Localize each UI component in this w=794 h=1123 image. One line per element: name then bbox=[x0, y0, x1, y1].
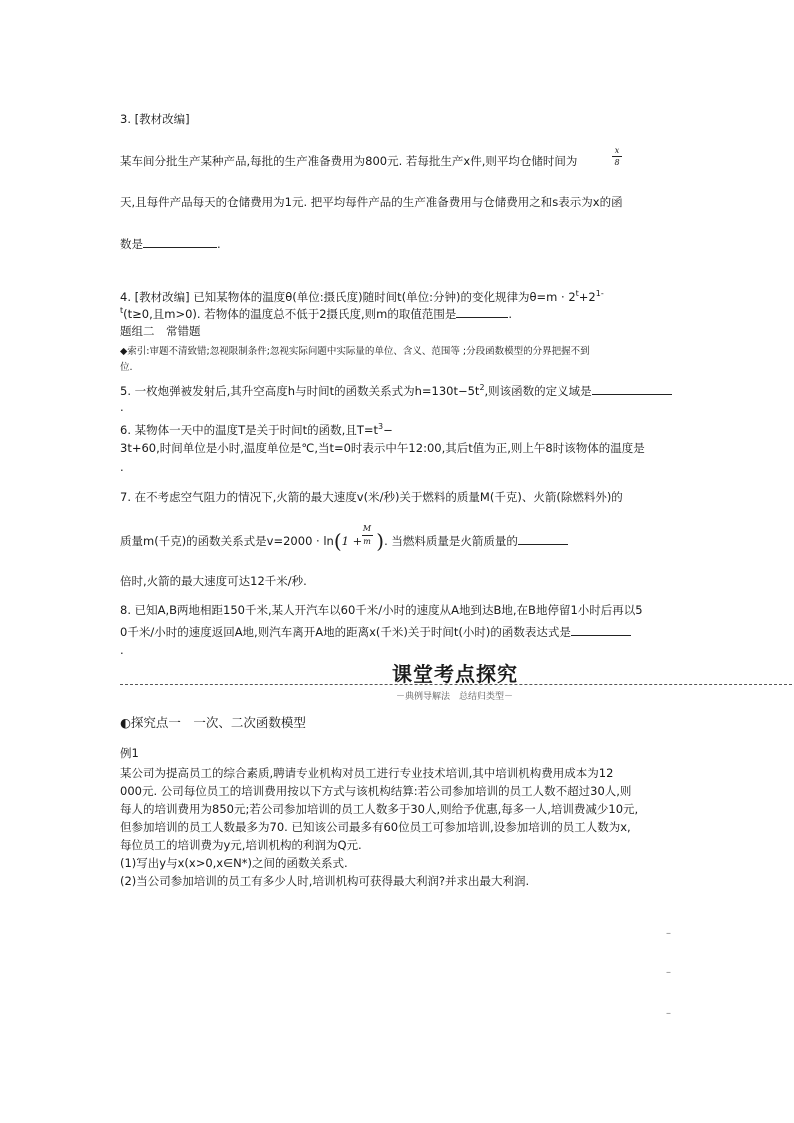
fraction-numerator: x bbox=[614, 146, 620, 155]
problem-6-text: 6. 某物体一天中的温度T是关于时间t的函数,且T=t bbox=[120, 422, 378, 437]
problem-7-line-2 bbox=[120, 529, 568, 553]
answer-blank bbox=[518, 533, 568, 545]
problem-4-line-1 bbox=[120, 287, 604, 304]
example-1-line: 但参加培训的员工人数最多为70. 已知该公司最多有60位员工可参加培训,设参加培训的员工人数为x, bbox=[120, 820, 631, 834]
one-plus: 1 + bbox=[341, 534, 363, 548]
example-1-line: 每位员工的培训费为y元,培训机构的利润为Q元. bbox=[120, 838, 362, 852]
problem-5-tail: ,则该函数的定义域是 bbox=[484, 383, 592, 398]
answer-blank bbox=[456, 306, 508, 318]
example-1-line: 000元. 公司每位员工的培训费用按以下方式与该机构结算:若公司参加培训的员工人数不超过30人,则 bbox=[120, 784, 632, 798]
error-index-line-2: 位. bbox=[120, 362, 133, 373]
problem-7-line-1: 7. 在不考虑空气阻力的情况下,火箭的最大速度v(米/秒)关于燃料的质量M(千克)、火箭(除燃料外)的 bbox=[120, 490, 623, 504]
answer-blank bbox=[592, 383, 672, 395]
problem-4-text: 4. [教材改编] 已知某物体的温度θ(单位:摄氏度)随时间t(单位:分钟)的变化规律为θ=m · 2 bbox=[120, 289, 576, 304]
problem-5 bbox=[120, 381, 672, 398]
problem-8-end: . bbox=[120, 643, 124, 657]
example-1-line: 每人的培训费用为850元;若公司参加培训的员工人数多于30人,则给予优惠,每多一人,培训费减少10元, bbox=[120, 802, 639, 816]
margin-mark: – bbox=[666, 928, 671, 939]
section-subtitle: －典例导解法 总结归类型－ bbox=[396, 692, 514, 702]
minus-sign: − bbox=[383, 422, 393, 437]
problem-3-line-2: 天,且每件产品每天的仓储费用为1元. 把平均每件产品的生产准备费用与仓储费用之和s表示为x的函 bbox=[120, 195, 623, 209]
problem-3-line-1: 某车间分批生产某种产品,每批的生产准备费用为800元. 若每批生产x件,则平均仓储时间为 bbox=[120, 154, 578, 168]
period: . bbox=[217, 237, 221, 251]
superscript: t bbox=[575, 289, 579, 298]
section-divider bbox=[120, 684, 792, 685]
problem-4-mid: +2 bbox=[578, 289, 596, 304]
margin-mark: – bbox=[666, 967, 671, 978]
fraction-bar bbox=[612, 156, 622, 157]
fraction-denominator: 8 bbox=[614, 158, 620, 167]
problem-6-line-2: 3t+60,时间单位是小时,温度单位是℃,当t=0时表示中午12:00,其后t值为正,则上午8时该物体的温度是 bbox=[120, 441, 645, 455]
problem-7-text: 质量m(千克)的函数关系式是v=2000 · ln bbox=[120, 534, 334, 548]
section-title: 课堂考点探究 bbox=[392, 662, 518, 686]
problem-3-line-3 bbox=[120, 236, 221, 251]
problem-3-label: 3. [教材改编] bbox=[120, 112, 190, 126]
problem-4-line-2 bbox=[120, 304, 512, 321]
problem-8-line-1: 8. 已知A,B两地相距150千米,某人开汽车以60千米/小时的速度从A地到达B地,在B地停留1小时后再以5 bbox=[120, 603, 643, 617]
example-1-question-2: (2)当公司参加培训的员工有多少人时,培训机构可获得最大利润?并求出最大利润. bbox=[120, 874, 530, 888]
problem-4-text-2: (t≥0,且m>0). 若物体的温度总不低于2摄氏度,则m的取值范围是 bbox=[123, 306, 457, 321]
problem-5-text: 5. 一枚炮弹被发射后,其升空高度h与时间t的函数关系式为h=130t−5t bbox=[120, 383, 480, 398]
problem-8-text: 0千米/小时的速度返回A地,则汽车离开A地的距离x(千米)关于时间t(小时)的函数表达式是 bbox=[120, 625, 571, 639]
example-1-line: 某公司为提高员工的综合素质,聘请专业机构对员工进行专业技术培训,其中培训机构费用成本为12 bbox=[120, 766, 614, 780]
period: . bbox=[508, 306, 513, 321]
problem-8-line-2 bbox=[120, 624, 631, 639]
left-paren: ( bbox=[333, 529, 342, 553]
problem-6-end: . bbox=[120, 460, 124, 474]
example-1-label: 例1 bbox=[120, 746, 139, 760]
superscript: 2 bbox=[479, 383, 485, 392]
fraction-numerator: M bbox=[362, 524, 372, 533]
superscript: 1- bbox=[595, 289, 604, 298]
group-2-title: 题组二 常错题 bbox=[120, 324, 201, 338]
error-index-line-1: ◆索引:审题不清致错;忽视限制条件;忽视实际问题中实际量的单位、含义、范围等 ;分段函数模型的分界把握不到 bbox=[120, 346, 590, 357]
right-paren: ) bbox=[376, 529, 385, 553]
problem-3-line-3-text: 数是 bbox=[120, 237, 143, 251]
superscript: 3 bbox=[377, 422, 384, 431]
answer-blank bbox=[143, 236, 217, 248]
fraction-bar bbox=[362, 535, 373, 536]
margin-mark: – bbox=[666, 1008, 671, 1019]
problem-5-end: . bbox=[120, 400, 124, 414]
answer-blank bbox=[571, 624, 631, 636]
problem-6-line-1 bbox=[120, 420, 393, 437]
explore-point-1-title: ◐探究点一 一次、二次函数模型 bbox=[120, 715, 306, 730]
problem-7-line-3: 倍时,火箭的最大速度可达12千米/秒. bbox=[120, 574, 307, 588]
superscript: t bbox=[120, 306, 124, 315]
problem-7-text-2: . 当燃料质量是火箭质量的 bbox=[384, 534, 518, 548]
fraction-denominator: m bbox=[363, 537, 371, 546]
example-1-question-1: (1)写出y与x(x>0,x∈N*)之间的函数关系式. bbox=[120, 856, 348, 870]
